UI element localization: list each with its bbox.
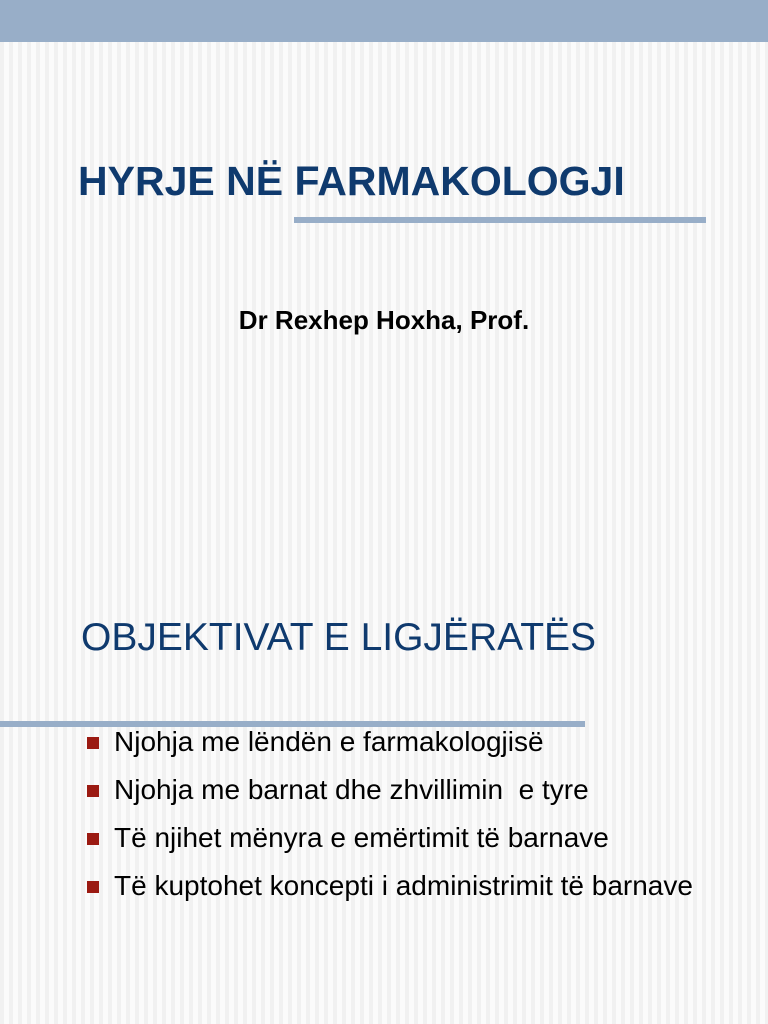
square-bullet-icon <box>87 881 99 893</box>
author-subtitle: Dr Rexhep Hoxha, Prof. <box>238 305 530 335</box>
list-item <box>84 770 744 810</box>
list-item <box>84 722 744 762</box>
square-bullet-icon <box>87 833 99 845</box>
list-item-text: Të njihet mënyra e emërtimit të barnave <box>114 822 609 853</box>
list-item <box>84 818 744 858</box>
square-bullet-icon <box>87 785 99 797</box>
list-item-text: Njohja me barnat dhe zhvillimin e tyre <box>114 774 589 805</box>
list-item-text: Njohja me lëndën e farmakologjisë <box>114 726 544 757</box>
list-item-text: Të kuptohet koncepti i administrimit të barnave <box>114 870 693 901</box>
slide-title-heading: HYRJE NË FARMAKOLOGJI <box>78 158 625 204</box>
title-underline <box>294 217 706 223</box>
objectives-heading: OBJEKTIVAT E LIGJËRATËS <box>81 616 597 659</box>
slide-objectives <box>0 576 768 1024</box>
list-item <box>84 866 744 906</box>
header-accent-bar <box>0 0 768 42</box>
objectives-list <box>84 722 744 914</box>
square-bullet-icon <box>87 737 99 749</box>
